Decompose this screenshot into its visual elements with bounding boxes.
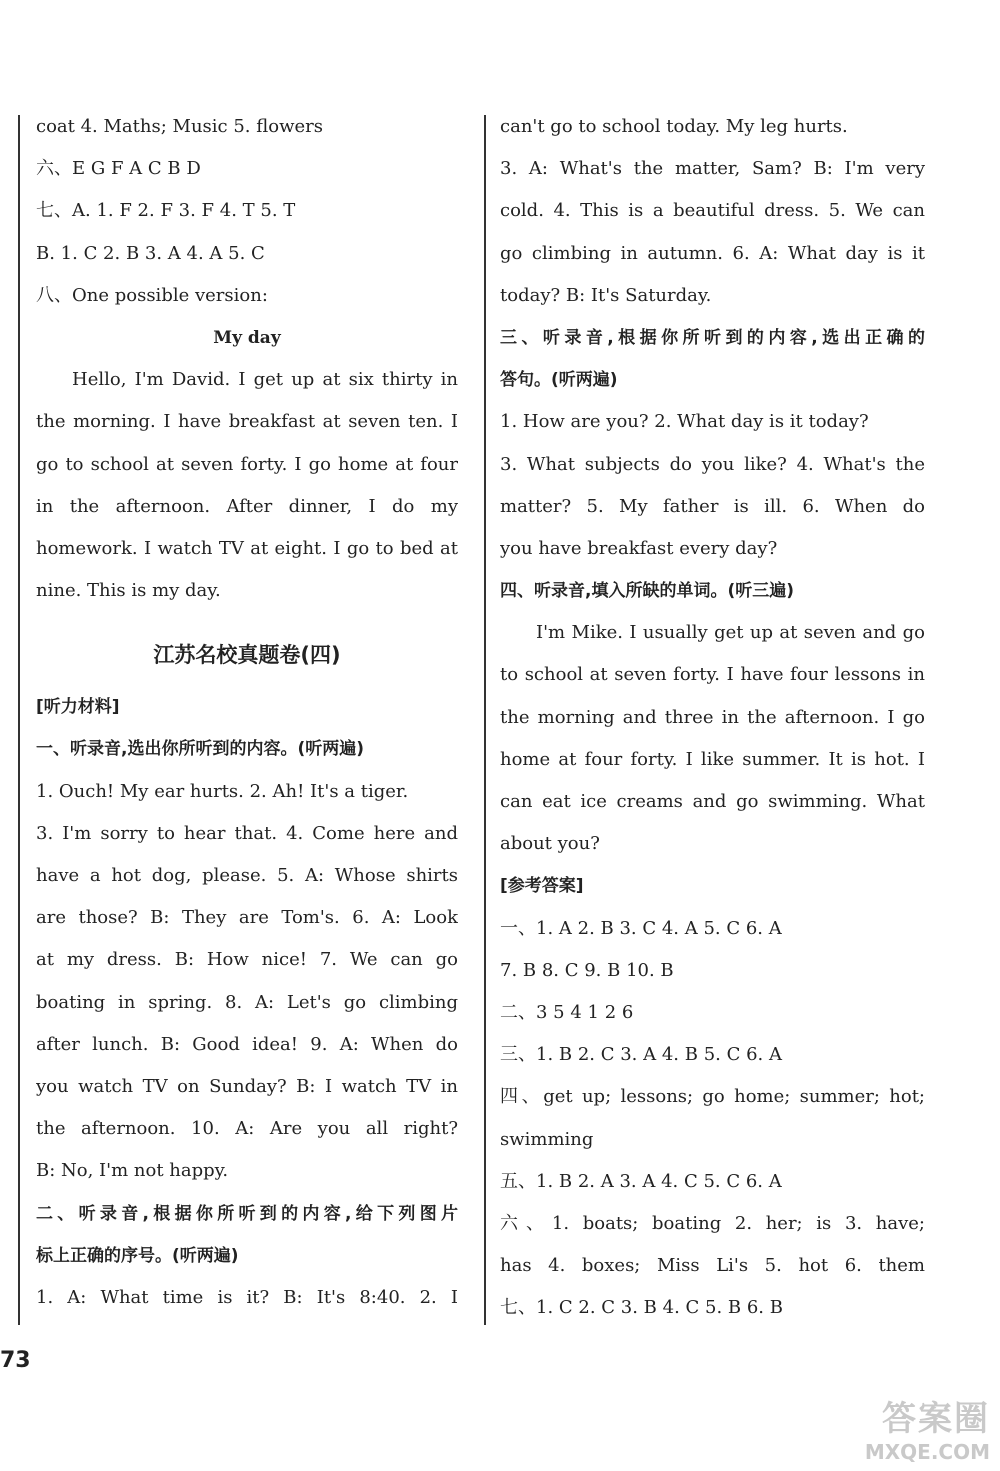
right-text-line: cold. 4. This is a beautiful dress. 5. We can xyxy=(500,200,925,222)
right-text-line: has 4. boxes; Miss Li's 5. hot 6. them xyxy=(500,1255,925,1277)
right-text-line: 7. B 8. C 9. B 10. B xyxy=(500,959,674,981)
watermark-url: MXQE.COM xyxy=(864,1440,990,1464)
right-text-line: you have breakfast every day? xyxy=(500,537,778,559)
right-text-line: 四、get up; lessons; go home; summer; hot; xyxy=(500,1086,925,1108)
left-text-line: 七、A. 1. F 2. F 3. F 4. T 5. T xyxy=(36,200,296,222)
left-text-line: My day xyxy=(213,327,281,348)
right-text-line: 六、1. boats; boating 2. her; is 3. have; xyxy=(500,1212,925,1234)
right-text-line: 五、1. B 2. A 3. A 4. C 5. C 6. A xyxy=(500,1170,782,1192)
left-text-line: nine. This is my day. xyxy=(36,580,221,602)
left-text-line: 标上正确的序号。(听两遍) xyxy=(36,1245,239,1266)
left-text-line: boating in spring. 8. A: Let's go climbing xyxy=(36,991,458,1013)
right-text-line: the morning and three in the afternoon. I go xyxy=(500,706,925,728)
left-text-line: B: No, I'm not happy. xyxy=(36,1160,229,1182)
page-number: 73 xyxy=(0,1348,31,1373)
right-column xyxy=(500,106,925,1329)
right-text-line: swimming xyxy=(500,1128,594,1150)
left-text-line: go to school at seven forty. I go home at four xyxy=(36,453,458,475)
left-text-line: 江苏名校真题卷(四) xyxy=(153,643,341,668)
right-text-line: 四、听录音,填入所缺的单词。(听三遍) xyxy=(500,581,794,602)
left-text-line: have a hot dog, please. 5. A: Whose shirts xyxy=(36,865,458,886)
right-text-line: go climbing in autumn. 6. A: What day is it xyxy=(500,242,925,264)
left-text-line: the morning. I have breakfast at seven ten. I xyxy=(36,411,458,433)
left-text-line: Hello, I'm David. I get up at six thirty in xyxy=(72,369,458,391)
watermark-text: 答案圈 xyxy=(882,1399,990,1439)
left-column xyxy=(36,106,458,1319)
left-text-line: [听力材料] xyxy=(36,697,120,718)
right-text-line: 三、听录音,根据你所听到的内容,选出正确的 xyxy=(500,327,925,348)
left-text-line: 1. A: What time is it? B: It's 8:40. 2. I xyxy=(36,1286,458,1308)
right-text-line: about you? xyxy=(500,833,600,855)
left-text-line: 3. I'm sorry to hear that. 4. Come here and xyxy=(36,822,458,844)
right-text-line: 1. How are you? 2. What day is it today? xyxy=(500,411,869,433)
right-text-line: 答句。(听两遍) xyxy=(500,370,618,391)
right-text-line: I'm Mike. I usually get up at seven and go xyxy=(536,622,925,644)
left-text-line: coat 4. Maths; Music 5. flowers xyxy=(36,116,323,137)
right-text-line: [参考答案] xyxy=(500,876,584,897)
right-text-line: 三、1. B 2. C 3. A 4. B 5. C 6. A xyxy=(500,1044,782,1066)
right-text-line: can't go to school today. My leg hurts. xyxy=(500,116,848,137)
right-text-line: 七、1. C 2. C 3. B 4. C 5. B 6. B xyxy=(500,1297,783,1319)
left-text-line: 六、E G F A C B D xyxy=(36,158,201,180)
left-text-line: 1. Ouch! My ear hurts. 2. Ah! It's a tiger. xyxy=(36,780,409,802)
right-text-line: 3. What subjects do you like? 4. What's the xyxy=(500,453,925,475)
left-text-line: homework. I watch TV at eight. I go to bed at xyxy=(36,537,458,559)
right-text-line: 一、1. A 2. B 3. C 4. A 5. C 6. A xyxy=(500,917,782,939)
column-divider xyxy=(484,115,486,1325)
right-text-line: 二、3 5 4 1 2 6 xyxy=(500,1001,634,1023)
left-text-line: B. 1. C 2. B 3. A 4. A 5. C xyxy=(36,242,265,264)
left-text-line: at my dress. B: How nice! 7. We can go xyxy=(36,949,458,971)
left-text-line: you watch TV on Sunday? B: I watch TV in xyxy=(36,1075,458,1097)
watermark-logo xyxy=(830,1391,990,1464)
left-text-line: 一、听录音,选出你所听到的内容。(听两遍) xyxy=(36,739,364,760)
left-text-line: after lunch. B: Good idea! 9. A: When do xyxy=(36,1033,458,1055)
right-text-line: matter? 5. My father is ill. 6. When do xyxy=(500,495,925,517)
left-text-line: 二、听录音,根据你所听到的内容,给下列图片 xyxy=(36,1203,458,1224)
right-text-line: can eat ice creams and go swimming. What xyxy=(500,791,925,812)
left-text-line: the afternoon. 10. A: Are you all right? xyxy=(36,1118,458,1140)
left-margin-rule xyxy=(18,115,20,1325)
right-text-line: today? B: It's Saturday. xyxy=(500,284,712,306)
right-text-line: home at four forty. I like summer. It is hot. I xyxy=(500,748,925,770)
right-text-line: 3. A: What's the matter, Sam? B: I'm very xyxy=(500,158,925,180)
left-text-line: are those? B: They are Tom's. 6. A: Look xyxy=(36,907,458,929)
left-text-line: in the afternoon. After dinner, I do my xyxy=(36,495,458,517)
right-text-line: to school at seven forty. I have four lessons in xyxy=(500,664,925,686)
left-text-line: 八、One possible version: xyxy=(36,284,268,306)
